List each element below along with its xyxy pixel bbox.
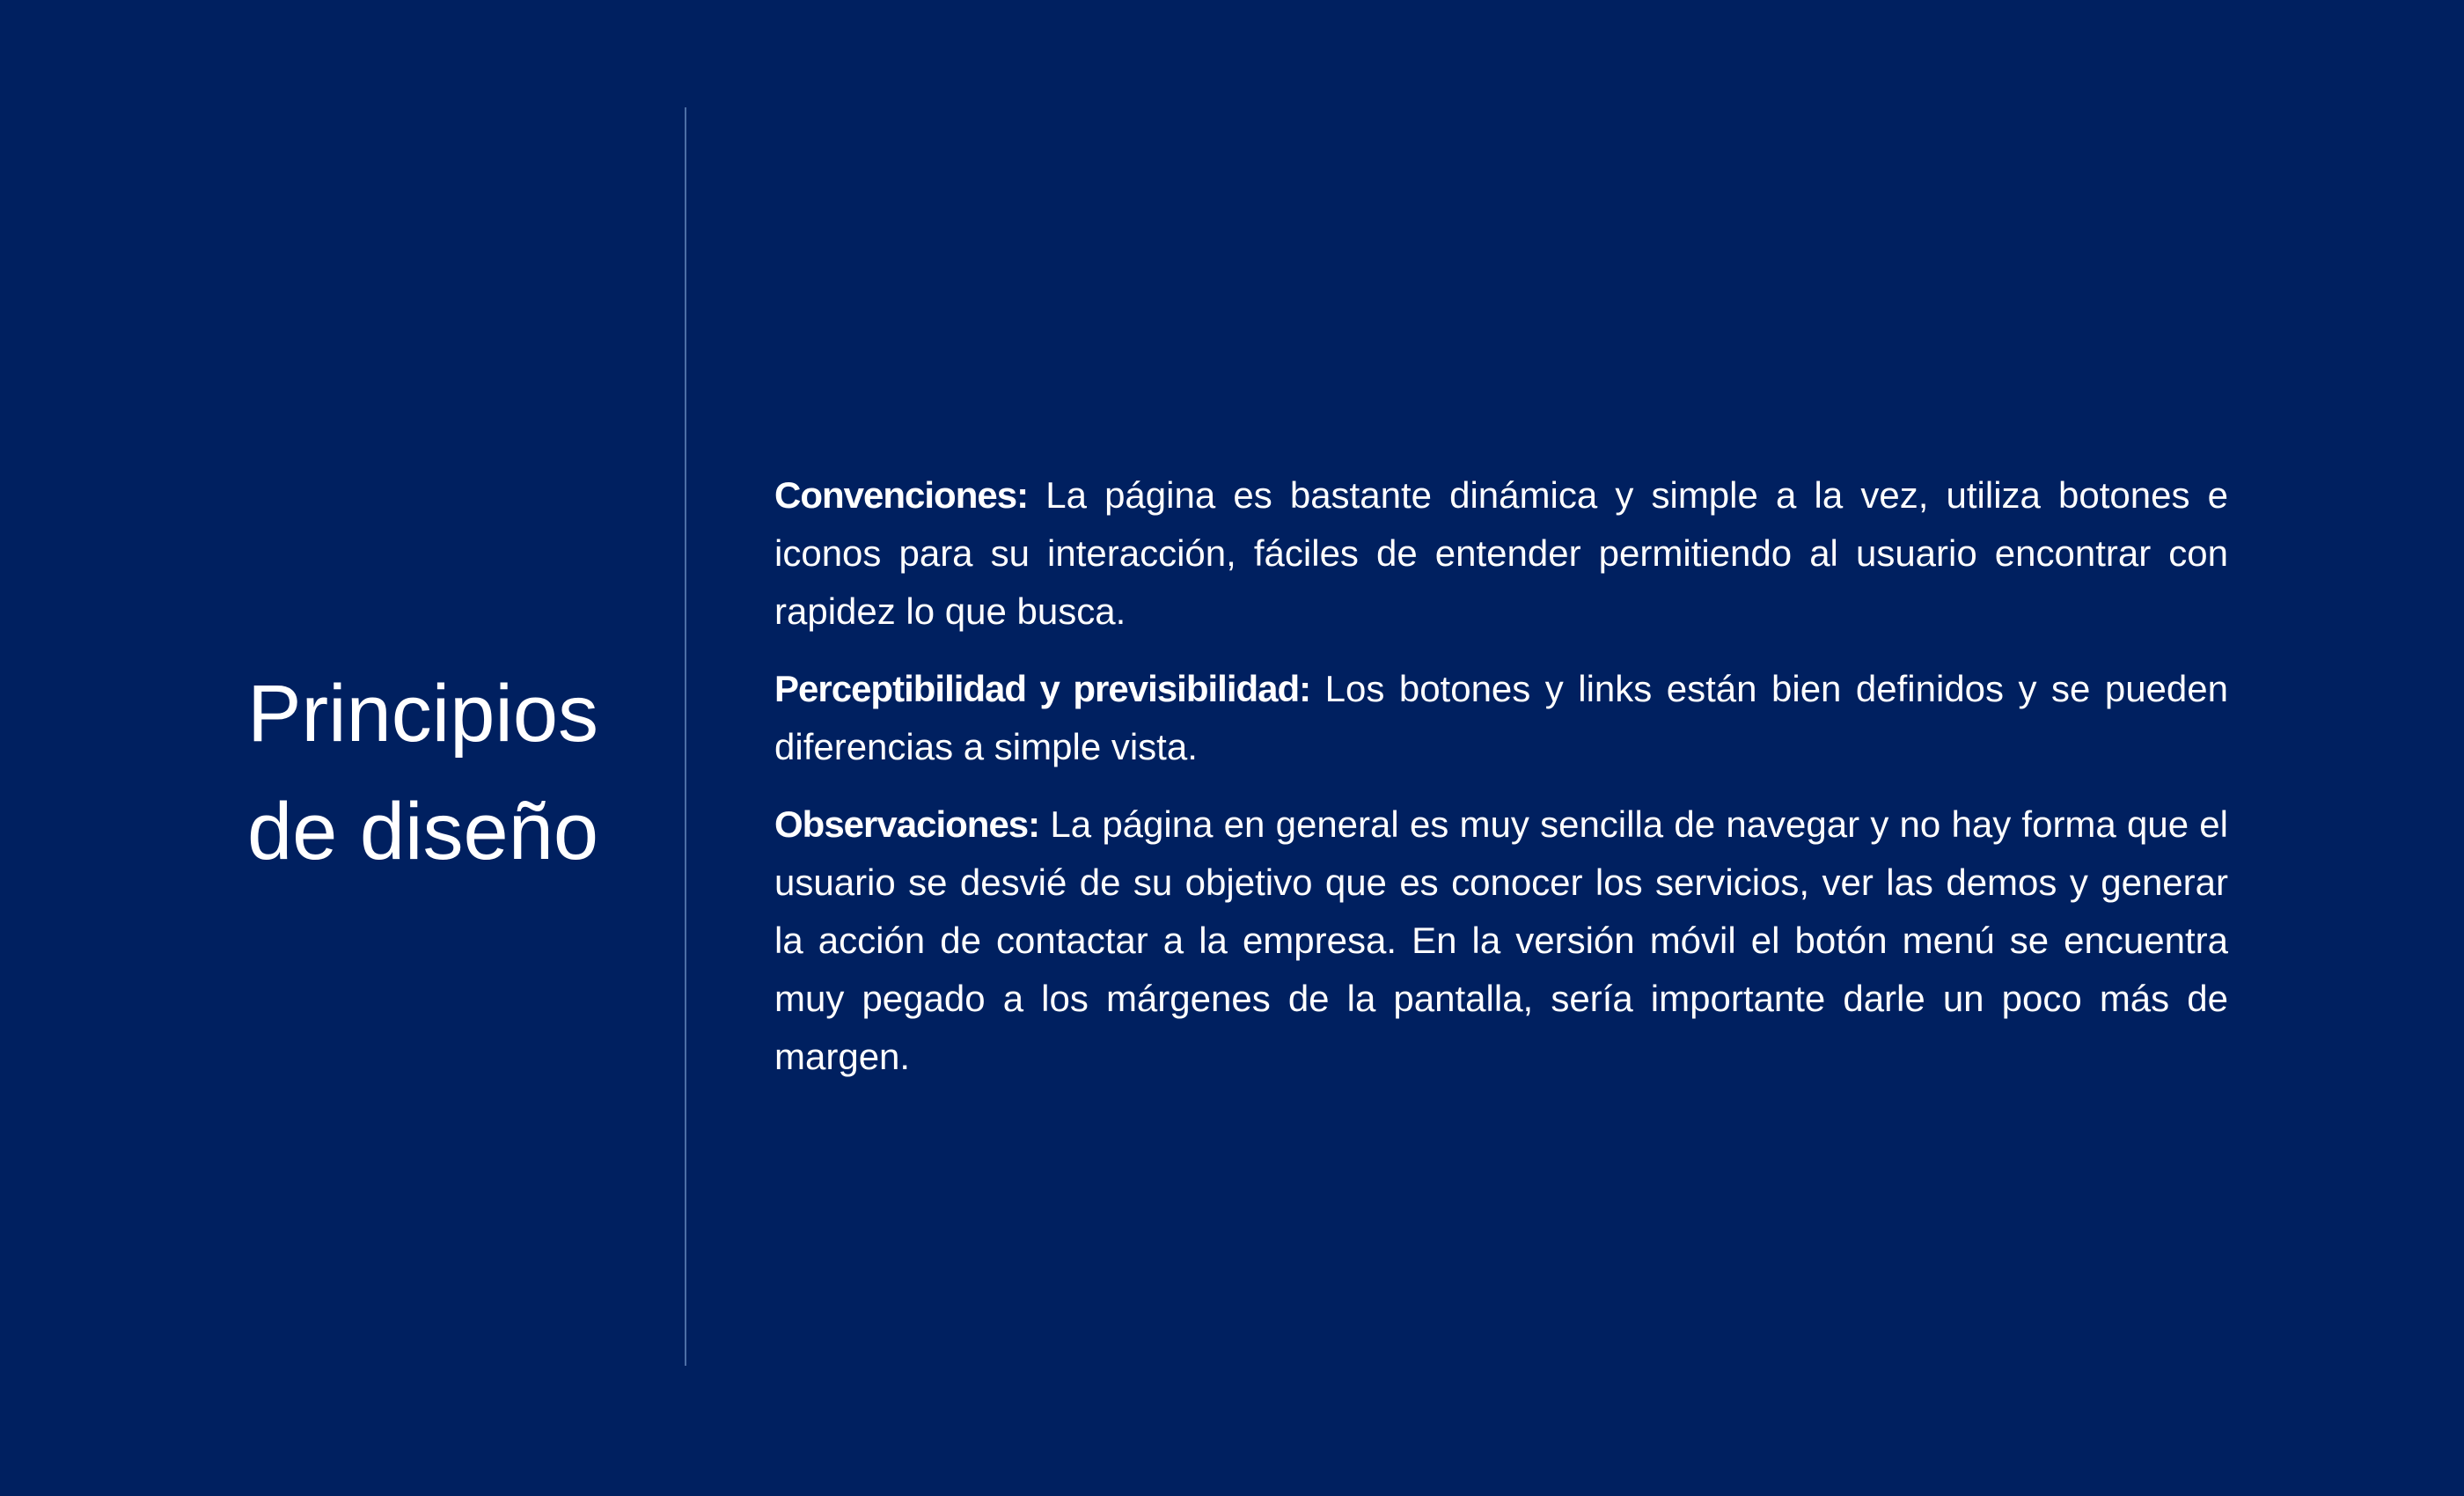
paragraph-heading: Observaciones: [774, 803, 1040, 845]
paragraph-observaciones [774, 796, 2228, 1086]
paragraph-convenciones [774, 466, 2228, 641]
vertical-divider [685, 107, 686, 1366]
slide-body [774, 466, 2228, 1105]
slide-title [132, 655, 598, 891]
slide-title-line-2: de diseño [247, 787, 598, 876]
paragraph-text: Los botones y links están bien definidos y se pueden diferencias a simple vista. [774, 668, 2228, 767]
paragraph-heading: Convenciones: [774, 474, 1029, 516]
paragraph-text: La página es bastante dinámica y simple a la vez, utiliza botones e iconos para su interacción, fáciles de entender permitiendo al usuario encontrar con rapidez lo que busca. [774, 474, 2228, 632]
slide-title-line-1: Principios [247, 669, 598, 759]
paragraph-perceptibilidad [774, 660, 2228, 776]
paragraph-text: La página en general es muy sencilla de navegar y no hay forma que el usuario se desvié de su objetivo que es conocer los servicios, ver las demos y generar la acción de contactar a la empresa. En la versión móvil el botón menú se encuentra muy pegado a los márgenes de la pantalla, sería importante darle un poco más de margen. [774, 803, 2228, 1077]
paragraph-heading: Perceptibilidad y previsibilidad: [774, 668, 1311, 709]
